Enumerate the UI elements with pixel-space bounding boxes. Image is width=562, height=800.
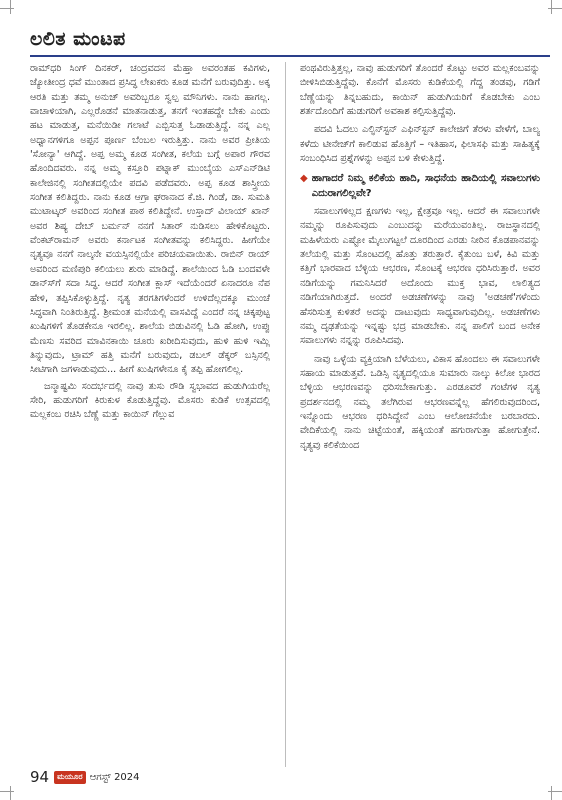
crop-mark xyxy=(0,791,14,792)
right-column xyxy=(300,62,540,782)
paragraph: ಪಂಥವಿರುತ್ತಿತ್ತಲ್ಲ, ನಾವು ಹುಡುಗರಿಗೆ ತೊಂದರೆ ಕೊಟ್ಟು ಅವರ ಮಲ್ಲಕಂಬವನ್ನು ಬೀಳಿಸಿಬಿಡುತ್ತಿದ್ದೆವು. ಕೊನೆಗೆ ಮೊಸರು ಕುಡಿಕೆಯಲ್ಲಿ ಗೆದ್ದ ತಂಡವು, ಗಡಿಗೆ ಬೆಣ್ಣೆಯನ್ನು ತಿನ್ನಬಹುದು, ಕಾಯಿನ್ ಹುಡುಗಿಯರಿಗೆ ಕೊಡಬೇಕು ಎಂಬ ಶರ್ತದೊಂದಿಗೆ ಹುಡುಗರಿಗೆ ಅವಕಾಶ ಕಲ್ಪಿಸುತ್ತಿದ್ದೆವು. xyxy=(300,63,540,118)
paragraph: ರಾಮ್‍ಧರಿ ಸಿಂಗ್ ದಿನಕರ್, ಚಂದ್ರವದನ ಮೆಹ್ತಾ ಅವರಂತಹ ಕವಿಗಳು, ಜ್ಯೋತೀಂದ್ರ ಧವೆ ಮುಂತಾದ ಪ್ರಸಿದ್ಧ ಲೇಖಕರು ಕೂಡ ಮನೆಗೆ ಬರುವುದಿತ್ತು. ಅಕ್ಕ ಆರತಿ ಮತ್ತು ತಮ್ಮ ಅನುಜ್ ಅವರಿಬ್ಬರೂ ಸ್ವಲ್ಪ ಮೌನಿಗಳು. ನಾನು ಹಾಗಲ್ಲ. ವಾಚಾಳಿಯಾಗಿ, ಎಲ್ಲರೊಡನೆ ಮಾತನಾಡುತ್ತ, ತನಗೆ ಇಂತಹದ್ದೇ ಬೇಕು ಎಂದು ಹಟ ಮಾಡುತ್ತ, ಮನೆಯಿಡೀ ಗಲಾಟೆ ಎಬ್ಬಿಸುತ್ತ ಓಡಾಡುತ್ತಿದ್ದೆ. ನನ್ನ ಎಲ್ಲ ಅಧ್ವಾನಗಳಿಗೂ ಅಪ್ಪನ ಪೂರ್ಣ ಬೆಂಬಲ ಇರುತ್ತಿತ್ತು. ನಾನು ಅವರ ಪ್ರೀತಿಯ 'ಸೋನ್ಯಾ' ಆಗಿದ್ದೆ. ಅಪ್ಪ ಅಮ್ಮ ಕೂಡ ಸಂಗೀತ, ಕಲೆಯ ಬಗ್ಗೆ ಅಪಾರ ಗೌರವ ಹೊಂದಿದವರು. ನನ್ನ ಅಮ್ಮ ಕಸ್ತೂರಿ ಪಟ್ನಾಕ್ ಮುಂಬೈಯ ಎಸ್‍ಎನ್‍ಡಿಟಿ ಕಾಲೇಜಿನಲ್ಲಿ ಸಂಗೀತದಲ್ಲಿಯೇ ಪದವಿ ಪಡೆದವರು. ಅಪ್ಪ ಕೂಡ ಶಾಸ್ತ್ರೀಯ ಸಂಗೀತ ಕಲಿತಿದ್ದರು. ನಾನು ಕೂಡ ಆಗ್ರಾ ಘರಾನಾದ ಕೆ.ಜಿ. ಗಿಂಡೆ, ಡಾ. ಸುಮತಿ ಮುಟಾಟ್ಕರ್ ಅವರಿಂದ ಸಂಗೀತ ಪಾಠ ಕಲಿತಿದ್ದೇನೆ. ಉಸ್ತಾದ್ ವಿಲಾಯ್ ಖಾನ್ ಅವರ ಶಿಷ್ಯ ದೇಬ್ ಬರ್ಮನ್ ನನಗೆ ಸಿತಾರ್ ನುಡಿಸಲು ಹೇಳಿಕೊಟ್ಟರು. ವೆಂಕಟ್‍ರಾಮನ್ ಅವರು ಕರ್ನಾಟಕ ಸಂಗೀತವನ್ನು ಕಲಿಸಿದ್ದರು. ಹೀಗೆಯೇ ನೃತ್ಯವೂ ನನಗೆ ನಾಲ್ಕನೇ ವಯಸ್ಸಿನಲ್ಲಿಯೇ ಪರಿಚಯವಾಯಿತು. ರಾಬಿನ್ ರಾಯ್ ಅವರಿಂದ ಮಣಿಪುರಿ ಕಲಿಯಲು ಶುರು ಮಾಡಿದ್ದೆ. ಶಾಲೆಯಿಂದ ಓಡಿ ಬಂದವಳೇ ಡಾನ್ಸ್‍ಗೆ ಸದಾ ಸಿದ್ಧ. ಆದರೆ ಸಂಗೀತ ಕ್ಲಾಸ್ ಇದೆಯೆಂದರೆ ಏನಾದರೂ ನೆಪ ಹೇಳಿ, ತಪ್ಪಿಸಿಕೊಳ್ಳುತ್ತಿದ್ದೆ. ನೃತ್ಯ ತರಗತಿಗಳೆಂದರೆ ಉಳಿದೆಲ್ಲದಕ್ಕೂ ಮುಂಚೆ ಸಿದ್ಧವಾಗಿ ನಿಂತಿರುತ್ತಿದ್ದೆ. ಶ್ರೀಮಂತ ಮನೆಯಲ್ಲಿ ವಾಸವಿದ್ದೆ ಎಂದರೆ ನನ್ನ ಚಿಕ್ಕಪುಟ್ಟ ಖುಷಿಗಳಿಗೆ ತೊಡಕೇನೂ ಇರಲಿಲ್ಲ. ಶಾಲೆಯ ಬಿಡುವಿನಲ್ಲಿ ಓಡಿ ಹೋಗಿ, ಉಪ್ಪು ಮೆಣಸು ಸವರಿದ ಮಾವಿನಕಾಯಿ ಚೂರು ಖರೀದಿಸುವುದು, ಹುಳಿ ಹುಳಿ ಇಮ್ಲಿ ತಿನ್ನುವುದು, ಟ್ರಾಮ್ ಹತ್ತಿ ಮನೆಗೆ ಬರುವುದು, ಡಬಲ್ ಡೆಕ್ಕರ್ ಬಸ್ಸಿನಲ್ಲಿ ಸೀಟಿಗಾಗಿ ಜಗಳಾಡುವುದು... ಹೀಗೆ ಖುಷಿಗಳೇನೂ ಕೈ ತಪ್ಪಿ ಹೋಗಲಿಲ್ಲ. xyxy=(30,63,270,376)
paragraph: ನಾವು ಒಳ್ಳೆಯ ವ್ಯಕ್ತಿಯಾಗಿ ಬೆಳೆಯಲು, ವಿಕಾಸ ಹೊಂದಲು ಈ ಸವಾಲುಗಳೇ ಸಹಾಯ ಮಾಡುತ್ತವೆ. ಒಡಿಸ್ಸಿ ನೃತ್ಯದಲ್ಲಿಯೂ ಸುಮಾರು ನಾಲ್ಕು ಕಿಲೋ ಭಾರದ ಬೆಳ್ಳಿಯ ಆಭರಣವನ್ನು ಧರಿಸಬೇಕಾಗುತ್ತು. ಎರಡೂವರೆ ಗಂಟೆಗಳ ನೃತ್ಯ ಪ್ರದರ್ಶನದಲ್ಲಿ ನಮ್ಮ ತಲೆಗಿರುವ ಆಭರಣವನ್ನೆಲ್ಲ ಹೆಗಲಿರುವುದರಿಂದ, ಇನ್ನೊಂದು ಆಭರಣ ಧರಿಸಿದ್ದೇನೆ ಎಂಬ ಆಲೋಚನೆಯೇ ಬರಬಾರದು. ವೇದಿಕೆಯಲ್ಲಿ ನಾನು ಚಿಟ್ಟೆಯಂತೆ, ಹಕ್ಕಿಯಂತೆ ಹಗುರಾಗುತ್ತಾ ಹೋಗುತ್ತೇನೆ. ನೃತ್ಯವು ಕಲಿಕೆಯಿಂದ xyxy=(300,353,540,451)
page-number: 94 xyxy=(30,768,50,786)
magazine-logo: ಮಯೂರ xyxy=(54,771,86,784)
crop-mark xyxy=(551,786,552,800)
paragraph: ಜನ್ಮಾಷ್ಟಮಿ ಸಂದರ್ಭದಲ್ಲಿ ನಾವು ತುಸು ರೌಡಿ ಸ್ವಭಾವದ ಹುಡುಗಿಯರೆಲ್ಲ ಸೇರಿ, ಹುಡುಗರಿಗೆ ಕಿರುಕುಳ ಕೊಡುತ್ತಿದ್ದೆವು. ಮೊಸರು ಕುಡಿಕೆ ಉತ್ಸವದಲ್ಲಿ ಮಲ್ಲಕಂಬ ರಚಿಸಿ ಬೆಣ್ಣೆ ಮತ್ತು ಕಾಯಿನ್ ಗೆಲ್ಲುವ xyxy=(30,380,270,421)
paragraph: ಸವಾಲುಗಳಿಲ್ಲದ ಕ್ಷಣಗಳು ಇಲ್ಲ, ಕ್ಷೇತ್ರವೂ ಇಲ್ಲ. ಆದರೆ ಈ ಸವಾಲುಗಳೇ ನಮ್ಮನ್ನು ರೂಪಿಸುವುದು ಎಂಬುದನ್ನು ಮರೆಯುವಂತಿಲ್ಲ. ರಾಜಸ್ಥಾನದಲ್ಲಿ ಮಹಿಳೆಯರು ಎಷ್ಟೋ ಮೈಲುಗಟ್ಟಲೆ ದೂರದಿಂದ ಎರಡು ನೀರಿನ ಕೊಡಪಾನವನ್ನು ತಲೆಯಲ್ಲಿ ಮತ್ತು ಸೊಂಟದಲ್ಲಿ ಹೊತ್ತು ತರುತ್ತಾರೆ. ಕೈತುಂಬ ಬಳೆ, ಕಿವಿ ಮತ್ತು ಕತ್ತಿಗೆ ಭಾರವಾದ ಬೆಳ್ಳಿಯ ಆಭರಣ, ಸೊಂಟಕ್ಕೆ ಆಭರಣ ಧರಿಸಿರುತ್ತಾರೆ. ಅವರ ನಡಿಗೆಯನ್ನು ಗಮನಿಸಿದರೆ ಅದೊಂದು ಮುಕ್ತ ಭಾವ, ಲಾಲಿತ್ಯದ ನಡಿಗೆಯಾಗಿರುತ್ತದೆ. ಅಂದರೆ ಅಡಚಣೆಗಳನ್ನು ನಾವು 'ಅಡಚಣೆ'ಗಳೆಂದು ಹೆಸರಿಸುತ್ತ ಕುಳಿತರೆ ಅದನ್ನು ದಾಟುವುದು ಸಾಧ್ಯವಾಗುವುದಿಲ್ಲ. ಅಡಚಣೆಗಳು ನಮ್ಮ ದೃಢತೆಯನ್ನು ಇನ್ನಷ್ಟು ಭದ್ರ ಮಾಡಬೇಕು. ನನ್ನ ಪಾಲಿಗೆ ಬಂದ ಅನೇಕ ಸವಾಲುಗಳು ನನ್ನನ್ನು ರೂಪಿಸಿದವು. xyxy=(300,206,540,347)
crop-mark xyxy=(10,0,11,14)
crop-mark xyxy=(551,0,552,14)
section-title: ಲಲಿತ ಮಂಟಪ xyxy=(30,28,126,50)
column-divider xyxy=(285,62,286,767)
question-text: ಹಾಗಾದರೆ ನಿಮ್ಮ ಕಲಿಕೆಯ ಹಾದಿ, ಸಾಧನೆಯ ಹಾದಿಯಲ್ಲಿ ಸವಾಲುಗಳು ಎದುರಾಗಲಿಲ್ಲವೇ? xyxy=(311,173,540,199)
crop-mark xyxy=(0,8,14,9)
diamond-bullet-icon: ◆ xyxy=(300,173,308,185)
crop-mark xyxy=(10,786,11,800)
interview-question xyxy=(300,172,540,201)
title-rule xyxy=(30,55,550,57)
left-column xyxy=(30,62,270,782)
paragraph: ಪದವಿ ಓದಲು ಎಲ್ಫಿನ್‍ಸ್ಟನ್ ಎಫಿನ್‍ಸ್ಟನ್ ಕಾಲೇಜಿಗೆ ತೆರಳು ವೇಳೆಗೆ, ಬಾಲ್ಯ ಕಳೆದು ಟೀನೇಜ್‍ಗೆ ಕಾಲಿಡುವ ಹೊತ್ತಿಗೆ – ಇತಿಹಾಸ, ಫಿಲಾಸಫಿ ಮತ್ತು ಸಾಹಿತ್ಯಕ್ಕೆ ಸಂಬಂಧಿಸಿದ ಪ್ರಶ್ನೆಗಳನ್ನು ಅಪ್ಪನ ಬಳಿ ಕೇಳುತ್ತಿದ್ದೆ. xyxy=(300,124,540,165)
page-footer xyxy=(30,768,140,786)
issue-date: ಆಗಸ್ಟ್ 2024 xyxy=(89,771,140,783)
